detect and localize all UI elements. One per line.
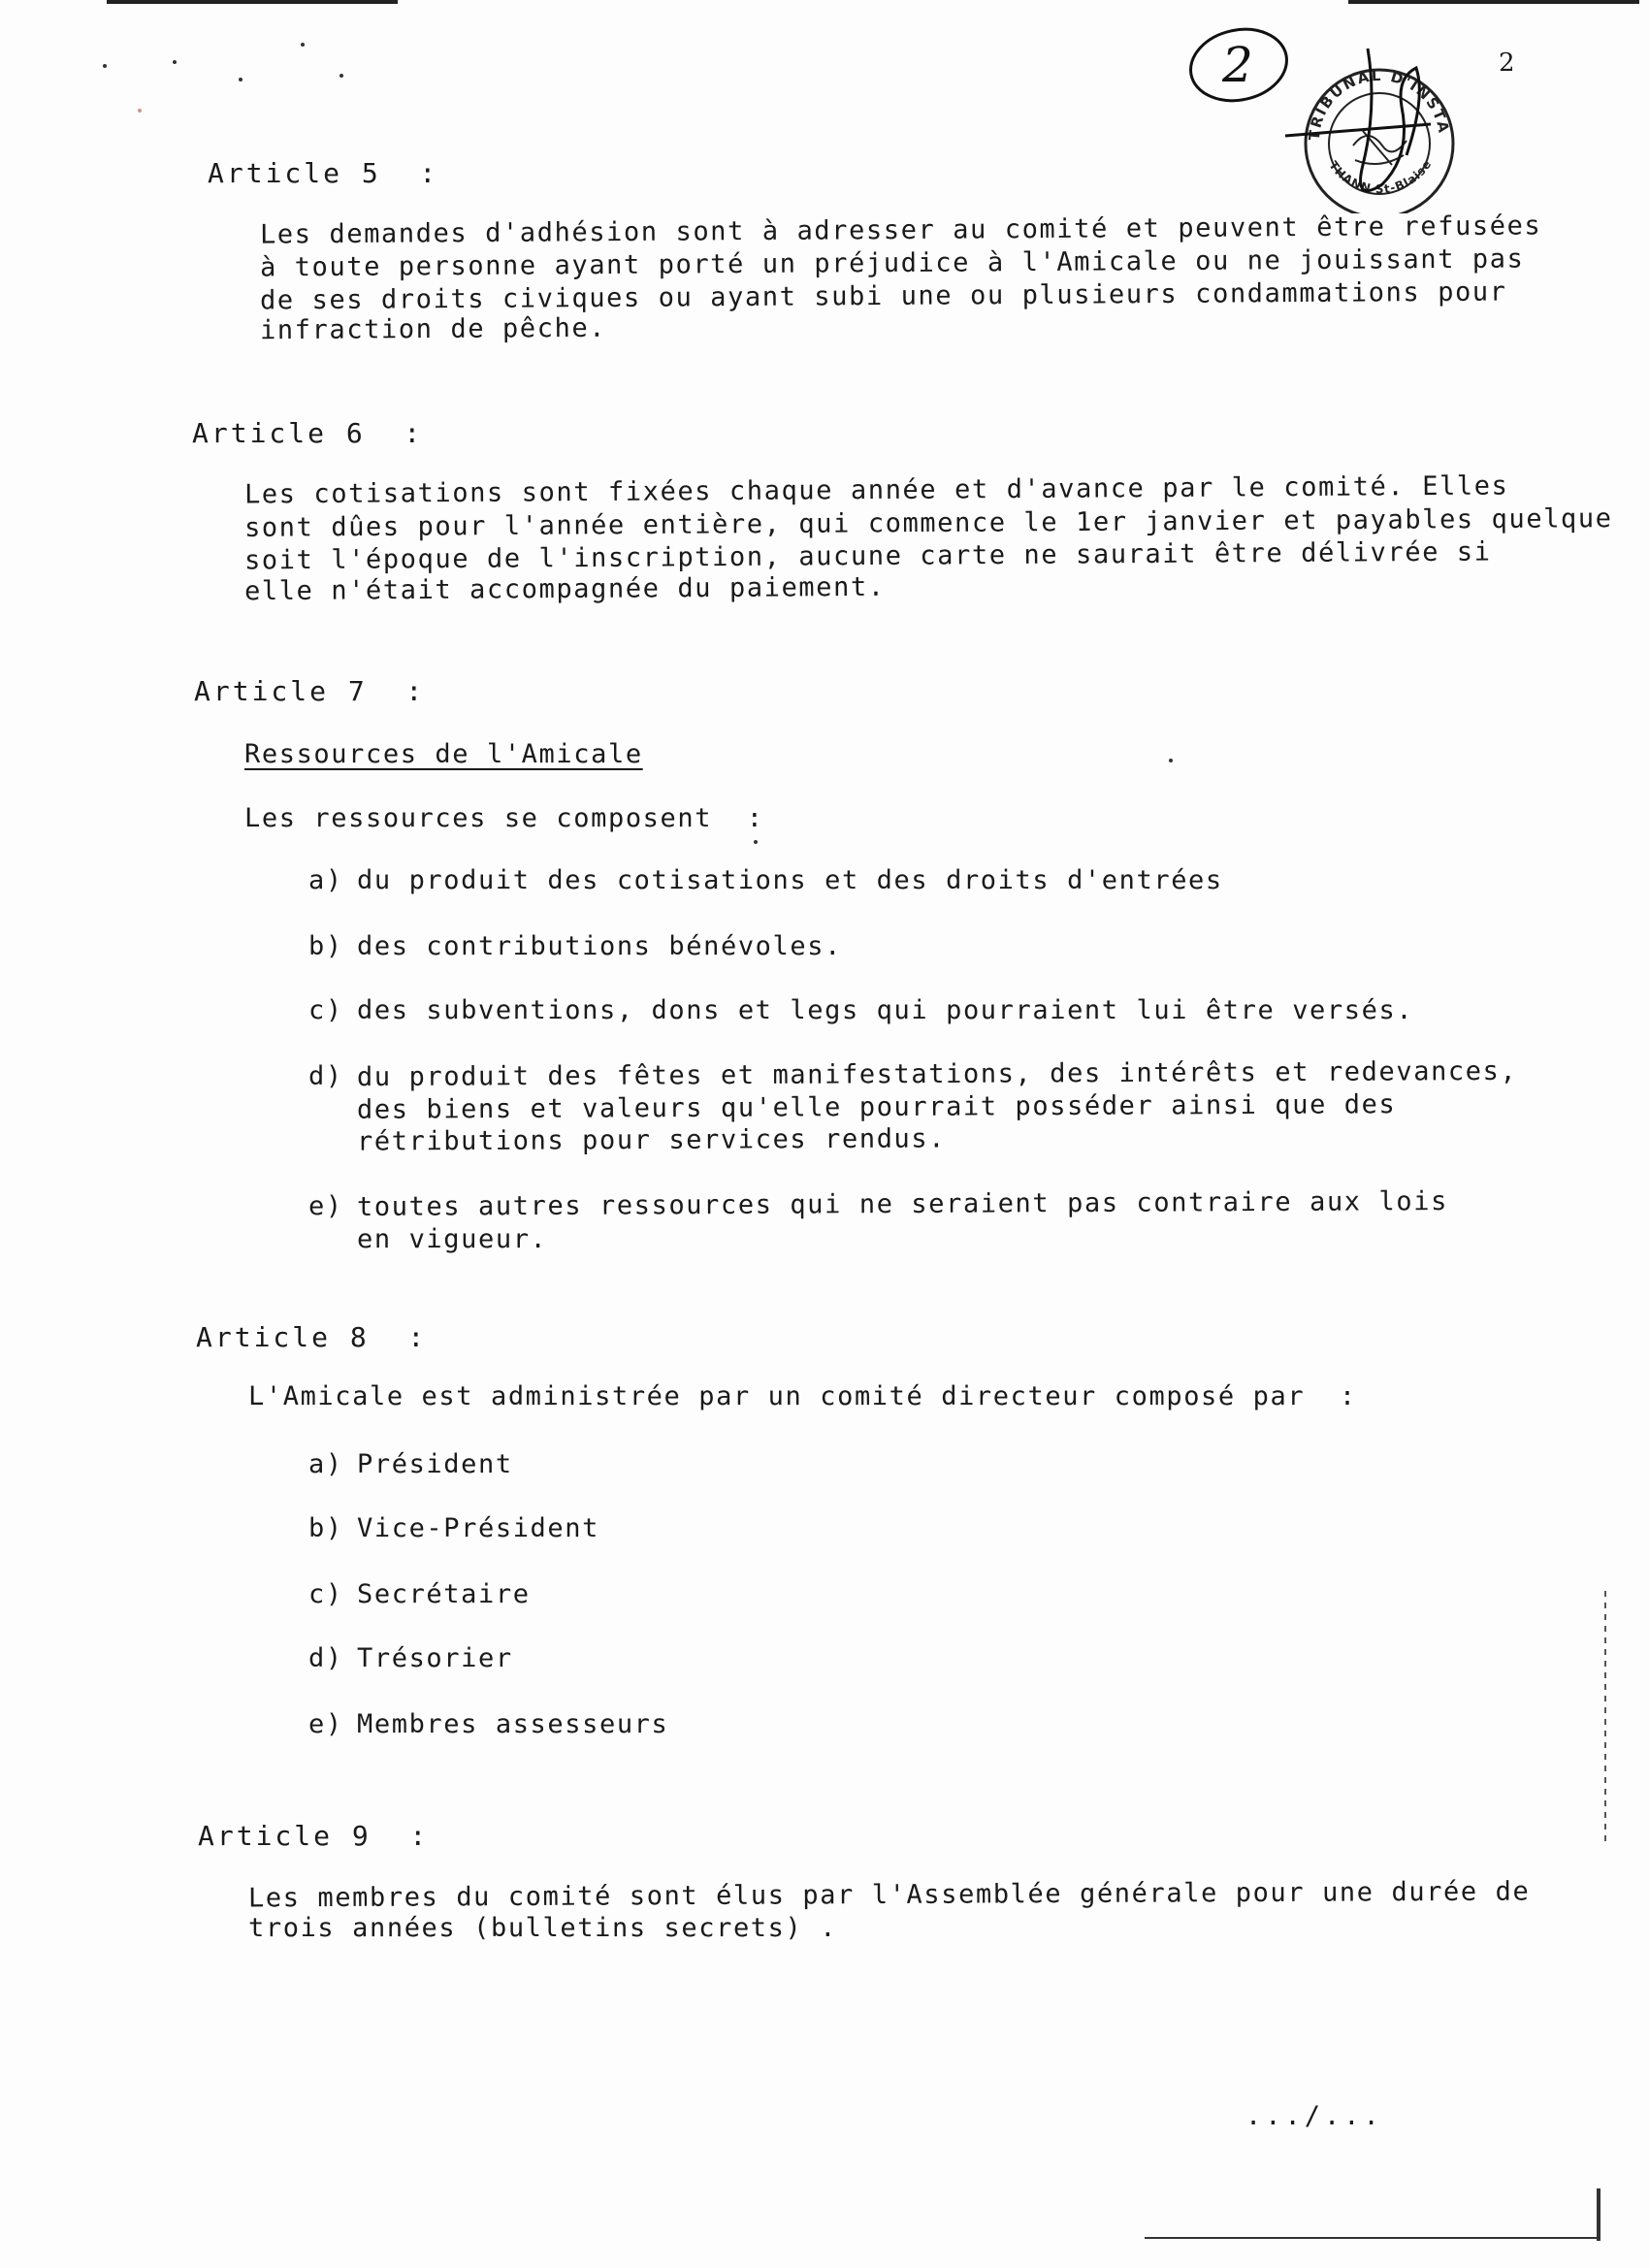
scan-speck (173, 60, 177, 64)
list-item-label: b) (308, 1513, 343, 1543)
article-5-text-line: infraction de pêche. (259, 312, 607, 346)
article-5-text-line: Les demandes d'adhésion sont à adresser au comité et peuvent être refusées (259, 211, 1542, 250)
list-item-text: en vigueur. (357, 1224, 548, 1254)
list-item-text: des contributions bénévoles. (357, 931, 842, 961)
list-item-text: du produit des fêtes et manifestations, des intérêts et redevances, (356, 1055, 1518, 1093)
article-6-text-line: sont dûes pour l'année entière, qui commence le 1er janvier et payables quelque (243, 503, 1613, 543)
list-item-text: des subventions, dons et legs qui pourraient lui être versés. (357, 995, 1414, 1025)
list-item-label: a) (308, 865, 343, 895)
scan-edge (1145, 2237, 1600, 2239)
list-item-label: e) (308, 1191, 343, 1221)
scan-edge (107, 0, 398, 4)
list-item-label: a) (308, 1449, 343, 1479)
scan-edge (1597, 2188, 1600, 2241)
scan-speck (301, 43, 305, 47)
article-5-text-line: à toute personne ayant porté un préjudice à l'Amicale ou ne jouissant pas (259, 243, 1525, 283)
article-6-text-line: Les cotisations sont fixées chaque année et d'avance par le comité. Elles (243, 470, 1509, 510)
list-item-label: d) (308, 1643, 343, 1673)
list-item-text: rétributions pour services rendus. (356, 1123, 947, 1157)
continuation-marker: .../... (1245, 2101, 1383, 2131)
scan-speck (1169, 759, 1173, 762)
scan-edge (1348, 0, 1639, 4)
article-5-title: Article 5 : (208, 157, 439, 189)
scan-speck (340, 74, 343, 78)
article-6-text-line: elle n'était accompagnée du paiement. (243, 571, 886, 607)
list-item-text: des biens et valeurs qu'elle pourrait posséder ainsi que des (356, 1089, 1397, 1125)
article-6-text-line: soit l'époque de l'inscription, aucune carte ne saurait être délivrée si (243, 536, 1492, 576)
scan-speck (754, 840, 758, 844)
stamp-text-bottom: THANN St-Blaise (1326, 157, 1435, 197)
article-6-title: Article 6 : (192, 417, 424, 449)
list-item-text: Membres assesseurs (357, 1709, 669, 1739)
article-7-intro: Les ressources se composent : (244, 803, 764, 833)
list-item-label: d) (308, 1061, 343, 1091)
handwritten-number: 2 (1222, 37, 1253, 93)
article-7-title: Article 7 : (194, 675, 426, 707)
list-item-text: du produit des cotisations et des droits d'entrées (357, 865, 1223, 895)
list-item-text: toutes autres ressources qui ne seraient pas contraire aux lois (356, 1186, 1448, 1222)
article-8-intro: L'Amicale est administrée par un comité directeur composé par : (248, 1381, 1357, 1411)
list-item-text: Trésorier (357, 1643, 513, 1673)
list-item-text: Président (357, 1449, 513, 1479)
article-7-subtitle: Ressources de l'Amicale (244, 739, 643, 769)
list-item-text: Secrétaire (357, 1579, 531, 1609)
handwritten-circled-number (1185, 21, 1292, 113)
court-stamp (1285, 39, 1499, 217)
list-item-label: b) (308, 931, 343, 961)
article-5-text-line: de ses droits civiques ou ayant subi une ou plusieurs condammations pour (259, 276, 1507, 316)
scan-speck (138, 109, 142, 113)
article-8-title: Article 8 : (196, 1321, 428, 1353)
article-9-text-line: Les membres du comité sont élus par l'Assemblée générale pour une durée de (247, 1876, 1531, 1914)
scan-edge (1604, 1591, 1606, 1843)
list-item-text: Vice-Président (357, 1513, 599, 1543)
list-item-label: c) (308, 1579, 343, 1609)
page-number: 2 (1499, 49, 1515, 78)
article-9-title: Article 9 : (198, 1820, 430, 1852)
list-item-label: e) (308, 1709, 343, 1739)
article-9-text-line: trois années (bulletins secrets) . (248, 1913, 838, 1943)
list-item-label: c) (308, 995, 343, 1025)
scan-speck (239, 78, 242, 81)
stamp-text-top: TRIBUNAL D'INSTA (1305, 66, 1453, 142)
scan-speck (103, 64, 107, 68)
